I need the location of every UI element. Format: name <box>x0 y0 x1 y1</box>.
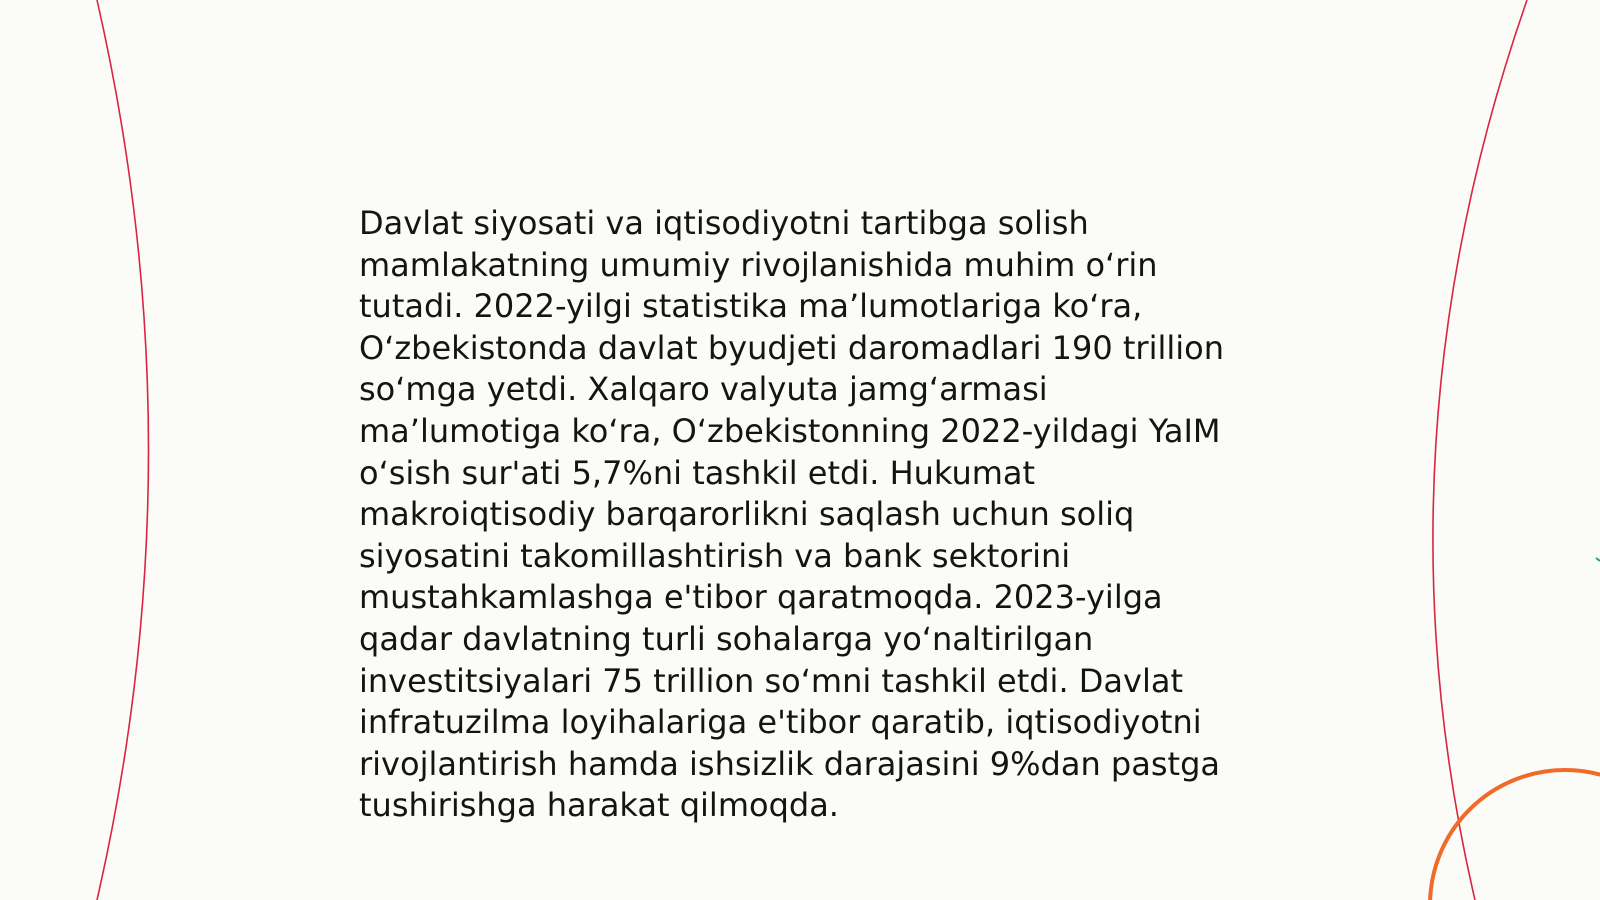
body-paragraph: Davlat siyosati va iqtisodiyotni tartibga solish mamlakatning umumiy rivojlanishida muhim o‘rin tutadi. 2022-yilgi statistika ma’lumotlariga ko‘ra, O‘zbekistonda davlat byudjeti daromadlari 190 trillion so‘mga yetdi. Xalqaro valyuta jamg‘armasi ma’lumotiga ko‘ra, O‘zbekistonning 2022-yildagi YaIM o‘sish sur'ati 5,7%ni tashkil etdi. Hukumat makroiqtisodiy barqarorlikni saqlash uchun soliq siyosatini takomillashtirish va bank sektorini mustahkamlashga e'tibor qaratmoqda. 2023-yilga qadar davlatning turli sohalarga yo‘naltirilgan investitsiyalari 75 trillion so‘mni tashkil etdi. Davlat infratuzilma loyihalariga e'tibor qaratib, iqtisodiyotni rivojlantirish hamda ishsizlik darajasini 9%dan pastga tushirishga harakat qilmoqda. <box>359 204 1224 825</box>
green-mark-decoration <box>1596 558 1600 561</box>
left-curve-decoration <box>97 0 149 900</box>
orange-arc-decoration <box>1430 770 1600 900</box>
right-curve-decoration <box>1433 0 1527 900</box>
